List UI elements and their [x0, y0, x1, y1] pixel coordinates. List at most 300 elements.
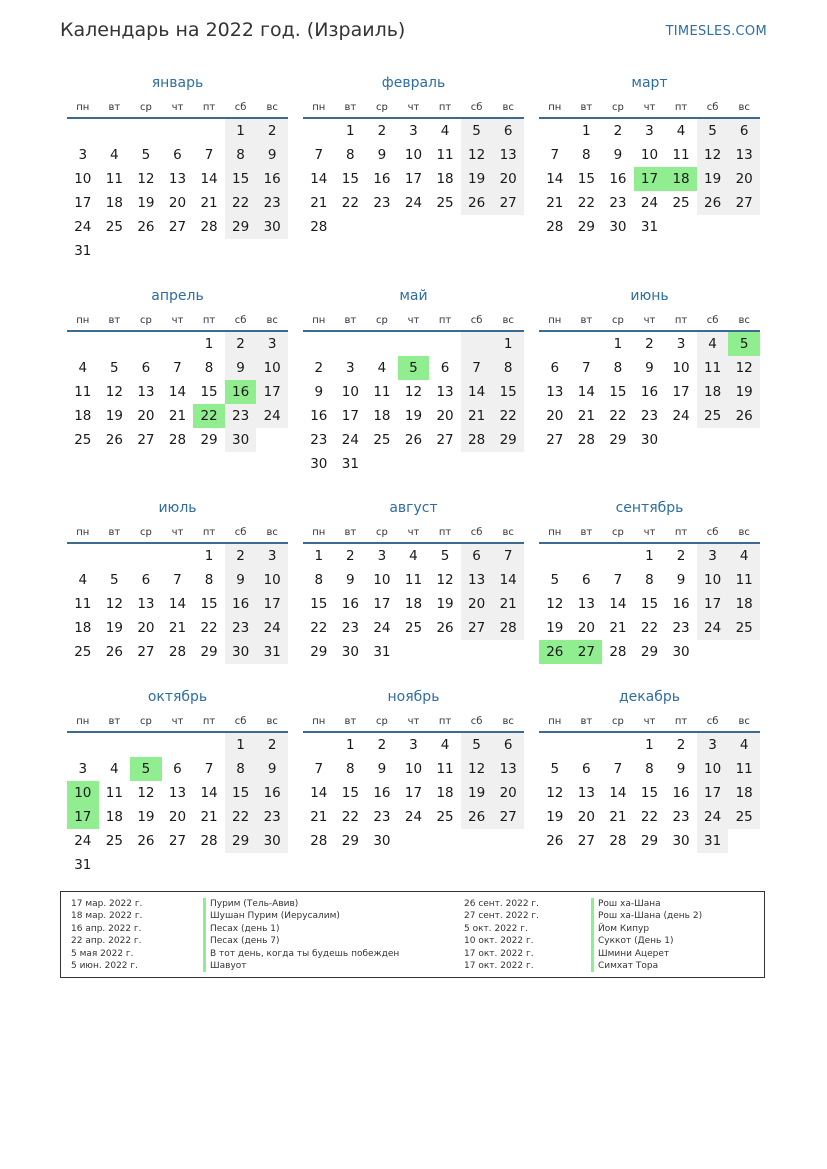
day-cell: 14: [577, 384, 595, 400]
day-cell: 17: [373, 596, 391, 612]
month-grid: [539, 311, 760, 452]
weekday-header: ср: [602, 98, 634, 119]
weekday-header: вт: [571, 712, 603, 733]
empty-cell: [162, 119, 194, 143]
day-cell: 5: [110, 360, 119, 376]
day-cell: 28: [168, 432, 187, 448]
day-cell: 16: [640, 384, 659, 400]
empty-cell: [162, 332, 194, 356]
empty-cell: [461, 640, 493, 664]
day-cell: 11: [105, 171, 123, 187]
day-cell: 7: [582, 360, 591, 376]
day-cell: 17: [672, 384, 690, 400]
month-block: [67, 497, 288, 664]
day-cell: 13: [168, 785, 187, 801]
day-cell: 16: [341, 596, 359, 612]
day-cell: 23: [225, 404, 257, 428]
day-cell: 30: [341, 644, 359, 660]
legend-holiday-name: Шавуот: [203, 960, 399, 972]
empty-cell: [398, 215, 430, 239]
day-cell: 21: [200, 809, 218, 825]
legend-date: 18 мар. 2022 г.: [71, 911, 143, 922]
day-cell: 13: [436, 384, 454, 400]
day-cell: 7: [173, 360, 182, 376]
weekday-header: пн: [67, 523, 99, 544]
day-cell: 27: [436, 432, 454, 448]
weekday-header: чт: [398, 523, 430, 544]
day-cell: 28: [461, 428, 493, 452]
day-cell: 7: [492, 544, 524, 568]
weekday-header: ср: [366, 98, 398, 119]
empty-cell: [130, 544, 162, 568]
day-cell: 17: [256, 592, 288, 616]
empty-cell: [99, 332, 131, 356]
day-cell: 20: [577, 809, 595, 825]
weekday-header: пт: [193, 98, 225, 119]
empty-cell: [571, 733, 603, 757]
day-cell: 11: [728, 568, 760, 592]
empty-cell: [728, 215, 760, 239]
day-cell: 5: [728, 332, 760, 356]
day-cell: 5: [697, 119, 729, 143]
weekday-header: вт: [99, 712, 131, 733]
day-cell: 8: [225, 757, 257, 781]
day-cell: 16: [373, 171, 391, 187]
day-cell: 30: [310, 456, 328, 472]
weekday-header: вт: [335, 523, 367, 544]
day-cell: 12: [436, 572, 454, 588]
day-cell: 20: [728, 167, 760, 191]
empty-cell: [697, 640, 729, 664]
day-cell: 29: [225, 829, 257, 853]
empty-cell: [67, 544, 99, 568]
day-cell: 2: [377, 123, 387, 139]
weekday-header: вс: [492, 523, 524, 544]
day-cell: 31: [74, 243, 92, 259]
day-cell: 5: [461, 733, 493, 757]
weekday-header: пт: [429, 523, 461, 544]
day-cell: 29: [492, 428, 524, 452]
empty-cell: [303, 119, 335, 143]
month-grid: [67, 523, 288, 664]
day-cell: 24: [373, 620, 391, 636]
day-cell: 3: [409, 123, 418, 139]
weekday-header: вс: [256, 98, 288, 119]
empty-cell: [335, 215, 367, 239]
weekday-header: пт: [665, 311, 697, 332]
weekday-header: пн: [303, 712, 335, 733]
day-cell: 7: [204, 147, 214, 163]
day-cell: 13: [492, 143, 524, 167]
day-cell: 25: [74, 432, 92, 448]
month-grid: [539, 98, 760, 239]
day-cell: 3: [346, 360, 355, 376]
day-cell: 21: [461, 404, 493, 428]
empty-cell: [162, 239, 194, 263]
legend-holiday-name: В тот день, когда ты будешь побежден: [203, 948, 399, 960]
day-cell: 15: [200, 596, 218, 612]
day-cell: 31: [640, 219, 659, 235]
day-cell: 7: [550, 147, 560, 163]
day-cell: 25: [373, 432, 391, 448]
month-name: март: [631, 75, 668, 91]
day-cell: 12: [461, 143, 493, 167]
day-cell: 6: [173, 761, 182, 777]
day-cell: 16: [373, 785, 391, 801]
day-cell: 19: [546, 809, 564, 825]
weekday-header: ср: [602, 311, 634, 332]
site-link[interactable]: TIMESLES.COM: [665, 24, 767, 39]
day-cell: 5: [398, 356, 430, 380]
day-cell: 14: [168, 384, 187, 400]
day-cell: 10: [697, 757, 729, 781]
legend-date: 16 апр. 2022 г.: [71, 923, 142, 934]
legend-names-left: [203, 898, 399, 972]
weekday-header: вс: [256, 311, 288, 332]
day-cell: 18: [728, 781, 760, 805]
day-cell: 21: [546, 195, 564, 211]
day-cell: 15: [609, 384, 627, 400]
month-name: февраль: [381, 75, 446, 91]
month-block: [67, 72, 288, 263]
day-cell: 21: [609, 620, 627, 636]
day-cell: 3: [409, 737, 418, 753]
day-cell: 11: [74, 384, 92, 400]
day-cell: 14: [168, 596, 187, 612]
day-cell: 26: [137, 833, 155, 849]
weekday-header: вс: [492, 311, 524, 332]
day-cell: 22: [492, 404, 524, 428]
day-cell: 22: [609, 408, 627, 424]
empty-cell: [429, 332, 461, 356]
empty-cell: [539, 332, 571, 356]
day-cell: 4: [728, 733, 760, 757]
day-cell: 3: [676, 336, 686, 352]
day-cell: 26: [105, 432, 123, 448]
day-cell: 26: [137, 219, 155, 235]
empty-cell: [461, 332, 493, 356]
day-cell: 2: [676, 737, 686, 753]
day-cell: 3: [256, 332, 288, 356]
month-block: [303, 497, 524, 664]
weekday-header: вс: [728, 523, 760, 544]
empty-cell: [99, 853, 131, 877]
empty-cell: [256, 428, 288, 452]
day-cell: 3: [377, 548, 387, 564]
day-cell: 19: [137, 809, 155, 825]
month-grid: [303, 98, 524, 239]
day-cell: 29: [225, 215, 257, 239]
day-cell: 12: [546, 596, 564, 612]
day-cell: 10: [404, 761, 423, 777]
day-cell: 5: [440, 548, 450, 564]
day-cell: 22: [640, 620, 659, 636]
day-cell: 14: [461, 380, 493, 404]
day-cell: 6: [728, 119, 760, 143]
day-cell: 23: [640, 408, 659, 424]
weekday-header: сб: [461, 523, 493, 544]
day-cell: 25: [728, 805, 760, 829]
day-cell: 10: [67, 781, 99, 805]
day-cell: 7: [613, 761, 623, 777]
day-cell: 17: [697, 592, 729, 616]
day-cell: 13: [728, 143, 760, 167]
month-block: [539, 686, 760, 853]
day-cell: 21: [310, 195, 328, 211]
legend-holiday-name: Йом Кипур: [591, 923, 702, 935]
empty-cell: [728, 829, 760, 853]
month-grid: [67, 98, 288, 263]
weekday-header: чт: [634, 98, 666, 119]
day-cell: 15: [225, 781, 257, 805]
legend-holiday-name: Пурим (Тель-Авив): [203, 898, 399, 910]
weekday-header: вс: [728, 311, 760, 332]
day-cell: 28: [310, 219, 328, 235]
empty-cell: [366, 215, 398, 239]
day-cell: 9: [377, 147, 387, 163]
empty-cell: [571, 332, 603, 356]
day-cell: 22: [225, 805, 257, 829]
empty-cell: [67, 733, 99, 757]
weekday-header: пн: [67, 311, 99, 332]
empty-cell: [461, 215, 493, 239]
day-cell: 19: [105, 620, 123, 636]
day-cell: 22: [200, 620, 218, 636]
day-cell: 12: [105, 596, 123, 612]
day-cell: 27: [577, 833, 595, 849]
day-cell: 27: [137, 644, 155, 660]
empty-cell: [539, 119, 571, 143]
weekday-header: вт: [571, 98, 603, 119]
month-block: [539, 285, 760, 452]
empty-cell: [398, 829, 430, 853]
empty-cell: [162, 733, 194, 757]
day-cell: 4: [676, 123, 686, 139]
day-cell: 1: [645, 737, 654, 753]
day-cell: 28: [310, 833, 328, 849]
day-cell: 29: [200, 432, 218, 448]
weekday-header: сб: [225, 712, 257, 733]
day-cell: 11: [672, 147, 690, 163]
day-cell: 20: [137, 620, 155, 636]
day-cell: 23: [672, 620, 690, 636]
weekday-header: сб: [697, 311, 729, 332]
day-cell: 27: [492, 191, 524, 215]
day-cell: 11: [436, 147, 454, 163]
month-name: апрель: [151, 288, 204, 304]
day-cell: 24: [404, 809, 423, 825]
empty-cell: [398, 332, 430, 356]
day-cell: 11: [728, 757, 760, 781]
day-cell: 7: [173, 572, 182, 588]
day-cell: 31: [256, 640, 288, 664]
day-cell: 5: [461, 119, 493, 143]
weekday-header: сб: [461, 98, 493, 119]
day-cell: 27: [168, 833, 187, 849]
weekday-header: вс: [728, 712, 760, 733]
day-cell: 2: [256, 119, 288, 143]
empty-cell: [193, 239, 225, 263]
day-cell: 16: [225, 380, 257, 404]
legend-holiday-name: Рош ха-Шана (день 2): [591, 910, 702, 922]
day-cell: 8: [204, 572, 214, 588]
day-cell: 1: [346, 737, 355, 753]
day-cell: 18: [404, 596, 423, 612]
day-cell: 6: [582, 572, 591, 588]
empty-cell: [335, 332, 367, 356]
legend-names-right: [591, 898, 702, 972]
day-cell: 6: [492, 119, 524, 143]
empty-cell: [67, 332, 99, 356]
weekday-header: сб: [697, 98, 729, 119]
day-cell: 31: [697, 829, 729, 853]
weekday-header: ср: [602, 523, 634, 544]
day-cell: 19: [728, 380, 760, 404]
day-cell: 9: [613, 147, 623, 163]
day-cell: 30: [672, 644, 690, 660]
weekday-header: вт: [335, 712, 367, 733]
empty-cell: [665, 215, 697, 239]
day-cell: 30: [256, 829, 288, 853]
day-cell: 13: [168, 171, 187, 187]
month-block: [303, 686, 524, 853]
day-cell: 24: [74, 833, 92, 849]
day-cell: 11: [697, 356, 729, 380]
weekday-header: пн: [303, 523, 335, 544]
day-cell: 25: [74, 644, 92, 660]
day-cell: 6: [461, 544, 493, 568]
day-cell: 16: [672, 596, 690, 612]
day-cell: 9: [346, 572, 355, 588]
day-cell: 6: [141, 360, 151, 376]
day-cell: 9: [314, 384, 324, 400]
month-grid: [539, 712, 760, 853]
day-cell: 3: [697, 733, 729, 757]
day-cell: 19: [105, 408, 123, 424]
weekday-header: вт: [99, 523, 131, 544]
empty-cell: [697, 428, 729, 452]
day-cell: 1: [225, 733, 257, 757]
day-cell: 20: [168, 809, 187, 825]
day-cell: 22: [640, 809, 659, 825]
day-cell: 24: [256, 404, 288, 428]
day-cell: 22: [341, 809, 359, 825]
day-cell: 26: [105, 644, 123, 660]
day-cell: 18: [105, 809, 123, 825]
day-cell: 15: [341, 171, 359, 187]
day-cell: 25: [404, 620, 423, 636]
weekday-header: сб: [461, 712, 493, 733]
weekday-header: пн: [539, 523, 571, 544]
legend-date: 27 сент. 2022 г.: [464, 911, 540, 922]
weekday-header: чт: [398, 98, 430, 119]
day-cell: 19: [137, 195, 155, 211]
day-cell: 5: [110, 572, 119, 588]
day-cell: 22: [577, 195, 595, 211]
weekday-header: ср: [130, 712, 162, 733]
day-cell: 4: [78, 572, 88, 588]
day-cell: 1: [346, 123, 355, 139]
day-cell: 18: [665, 167, 697, 191]
empty-cell: [398, 452, 430, 476]
weekday-header: сб: [225, 98, 257, 119]
legend-dates-right: [464, 898, 539, 972]
day-cell: 2: [346, 548, 355, 564]
day-cell: 24: [697, 616, 729, 640]
weekday-header: пн: [539, 98, 571, 119]
weekday-header: чт: [398, 712, 430, 733]
day-cell: 6: [582, 761, 591, 777]
month-name: июль: [158, 500, 197, 516]
month-name: май: [399, 288, 428, 304]
day-cell: 25: [728, 616, 760, 640]
month-grid: [303, 523, 524, 664]
weekday-header: вс: [728, 98, 760, 119]
empty-cell: [697, 215, 729, 239]
day-cell: 6: [492, 733, 524, 757]
day-cell: 19: [461, 167, 493, 191]
weekday-header: сб: [225, 523, 257, 544]
weekday-header: пт: [665, 523, 697, 544]
day-cell: 17: [634, 167, 666, 191]
day-cell: 21: [310, 809, 328, 825]
day-cell: 5: [550, 572, 560, 588]
day-cell: 17: [404, 785, 423, 801]
empty-cell: [225, 853, 257, 877]
weekday-header: ср: [130, 98, 162, 119]
day-cell: 24: [697, 805, 729, 829]
month-grid: [303, 712, 524, 853]
day-cell: 10: [672, 360, 690, 376]
weekday-header: сб: [697, 712, 729, 733]
day-cell: 31: [373, 644, 391, 660]
day-cell: 30: [225, 640, 257, 664]
day-cell: 25: [672, 195, 690, 211]
empty-cell: [728, 640, 760, 664]
day-cell: 18: [697, 380, 729, 404]
day-cell: 27: [571, 640, 603, 664]
day-cell: 10: [256, 568, 288, 592]
day-cell: 28: [609, 644, 627, 660]
day-cell: 26: [436, 620, 454, 636]
day-cell: 9: [645, 360, 654, 376]
empty-cell: [429, 640, 461, 664]
day-cell: 20: [492, 167, 524, 191]
day-cell: 4: [697, 332, 729, 356]
weekday-header: чт: [162, 712, 194, 733]
day-cell: 2: [256, 733, 288, 757]
day-cell: 8: [645, 761, 654, 777]
day-cell: 9: [676, 761, 686, 777]
day-cell: 29: [577, 219, 595, 235]
empty-cell: [67, 119, 99, 143]
day-cell: 4: [728, 544, 760, 568]
day-cell: 17: [67, 805, 99, 829]
day-cell: 19: [436, 596, 454, 612]
day-cell: 23: [341, 620, 359, 636]
month-name: август: [389, 500, 438, 516]
day-cell: 1: [225, 119, 257, 143]
weekday-header: чт: [634, 523, 666, 544]
day-cell: 6: [550, 360, 560, 376]
weekday-header: ср: [602, 712, 634, 733]
empty-cell: [429, 452, 461, 476]
day-cell: 27: [728, 191, 760, 215]
day-cell: 9: [256, 757, 288, 781]
day-cell: 13: [137, 384, 155, 400]
day-cell: 19: [461, 781, 493, 805]
day-cell: 21: [609, 809, 627, 825]
